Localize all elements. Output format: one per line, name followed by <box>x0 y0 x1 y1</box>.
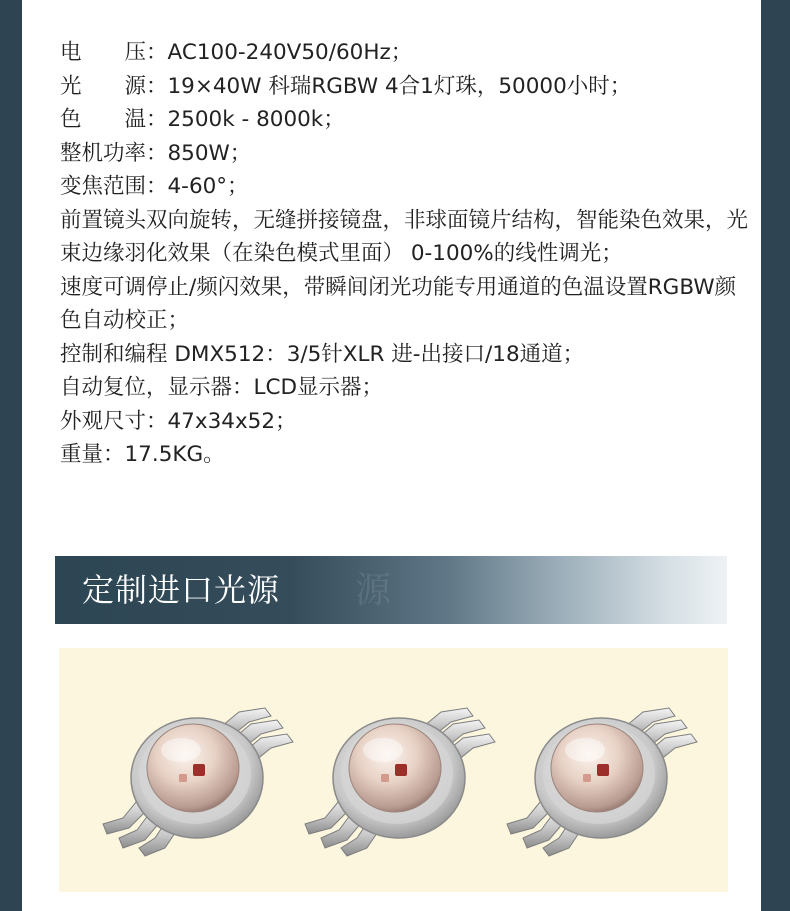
section-title-watermark: 源 <box>355 570 392 611</box>
spec-light-source: 光 源：19×40W 科瑞RGBW 4合1灯珠，50000小时； <box>60 73 632 99</box>
spec-dimensions: 外观尺寸：47x34x52； <box>60 408 297 434</box>
spec-list <box>60 36 750 472</box>
led-product-photo <box>59 648 728 892</box>
led-chip-image-1 <box>89 678 299 868</box>
spec-display: 自动复位，显示器：LCD显示器； <box>60 375 384 400</box>
led-chip-image-3 <box>493 678 703 868</box>
section-title: 定制进口光源 <box>82 571 281 609</box>
product-spec-page <box>22 0 761 911</box>
spec-color-temperature: 色 温：2500k - 8000k； <box>60 107 345 132</box>
led-chip-image-2 <box>291 678 501 868</box>
spec-zoom-range: 变焦范围：4-60°； <box>60 174 249 199</box>
spec-weight: 重量：17.5KG。 <box>60 442 225 467</box>
spec-lens-features: 前置镜头双向旋转，无缝拼接镜盘，非球面镜片结构，智能染色效果，光束边缘羽化效果（在染色模式里面） 0-100%的线性调光； <box>60 207 749 266</box>
spec-strobe-features: 速度可调停止/频闪效果，带瞬间闭光功能专用通道的色温设置RGBW颜色自动校正； <box>60 274 737 333</box>
spec-control: 控制和编程 DMX512：3/5针XLR 进-出接口/18通道； <box>60 341 585 367</box>
spec-voltage: 电 压：AC100-240V50/60Hz； <box>60 40 413 65</box>
section-banner <box>55 556 727 624</box>
spec-power: 整机功率：850W； <box>60 140 252 166</box>
